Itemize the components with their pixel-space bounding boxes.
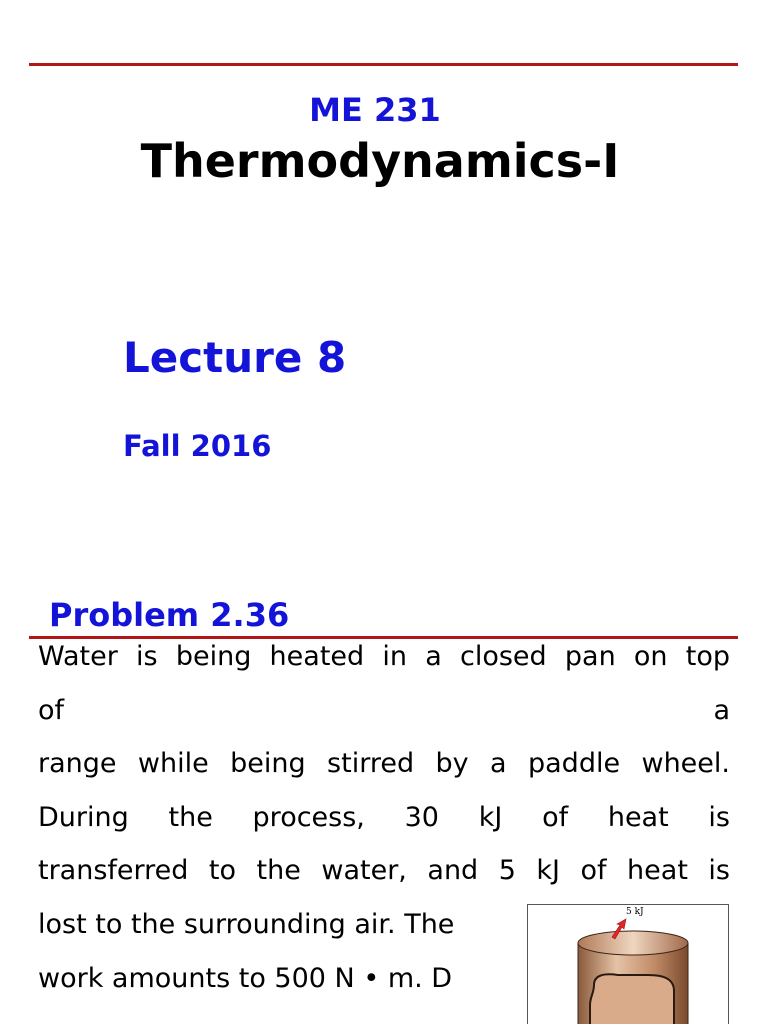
problem-line: Water is being heated in a closed pan on top — [38, 641, 730, 672]
pan-figure — [527, 904, 729, 1024]
problem-line: range while being stirred by a paddle wheel. — [38, 748, 730, 780]
problem-line: During the process, 30 kJ of heat is — [38, 801, 730, 833]
course-title: Thermodynamics-I — [140, 134, 620, 188]
problem-line: lost to the surrounding air. The — [38, 908, 455, 940]
top-divider — [29, 63, 738, 66]
pan-illustration — [528, 905, 729, 1024]
term: Fall 2016 — [123, 429, 272, 463]
course-code: ME 231 — [309, 91, 441, 129]
problem-line: transferred to the water, and 5 kJ of heat is — [38, 855, 730, 887]
problem-line: work amounts to 500 N • m. D — [38, 962, 453, 994]
problem-title: Problem 2.36 — [49, 596, 290, 634]
problem-line — [38, 684, 730, 738]
problem-word: of — [38, 694, 65, 726]
lecture-number: Lecture 8 — [123, 333, 347, 382]
heat-loss-label: 5 kJ — [626, 907, 644, 917]
problem-word: a — [713, 694, 730, 726]
pan-body — [578, 931, 688, 1024]
